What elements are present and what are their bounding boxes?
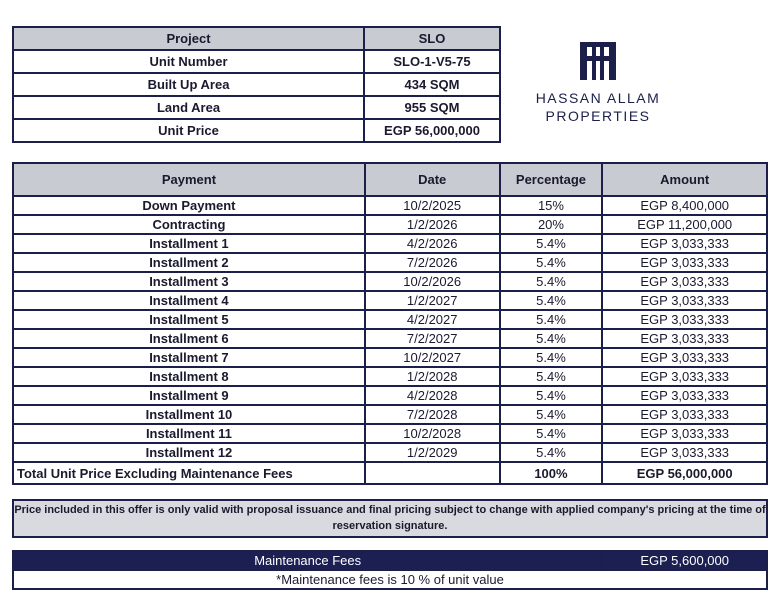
payment-percentage: 5.4%	[500, 329, 603, 348]
payment-name: Installment 9	[13, 386, 365, 405]
payment-amount: EGP 3,033,333	[602, 234, 767, 253]
project-info-header-row	[13, 27, 500, 50]
payment-amount: EGP 3,033,333	[602, 272, 767, 291]
payment-row	[13, 329, 767, 348]
payment-name: Installment 8	[13, 367, 365, 386]
payment-row	[13, 405, 767, 424]
payment-percentage: 5.4%	[500, 386, 603, 405]
project-value: SLO	[364, 27, 500, 50]
payment-row	[13, 310, 767, 329]
payment-row	[13, 253, 767, 272]
payment-amount: EGP 3,033,333	[602, 367, 767, 386]
payment-date: 1/2/2028	[365, 367, 500, 386]
payment-percentage: 5.4%	[500, 405, 603, 424]
payment-row	[13, 215, 767, 234]
payment-amount: EGP 3,033,333	[602, 405, 767, 424]
payment-date: 10/2/2027	[365, 348, 500, 367]
payment-date: 7/2/2027	[365, 329, 500, 348]
logo-text-line1: HASSAN ALLAM	[535, 90, 661, 106]
project-info-table	[12, 26, 501, 143]
total-percentage: 100%	[500, 462, 603, 484]
logo-text-line2: PROPERTIES	[545, 108, 651, 124]
payment-row	[13, 234, 767, 253]
payment-amount: EGP 11,200,000	[602, 215, 767, 234]
amount-column-header: Amount	[602, 163, 767, 196]
payment-percentage: 5.4%	[500, 424, 603, 443]
payment-amount: EGP 3,033,333	[602, 291, 767, 310]
payment-date: 4/2/2028	[365, 386, 500, 405]
payment-name: Installment 11	[13, 424, 365, 443]
payment-row	[13, 424, 767, 443]
maintenance-label: Maintenance Fees	[13, 551, 602, 570]
built-up-area-value: 434 SQM	[364, 73, 500, 96]
payment-schedule-table	[12, 162, 768, 485]
payment-row	[13, 272, 767, 291]
payment-name: Down Payment	[13, 196, 365, 215]
payment-percentage: 5.4%	[500, 367, 603, 386]
payment-column-header: Payment	[13, 163, 365, 196]
maintenance-row	[13, 551, 767, 570]
payment-name: Installment 5	[13, 310, 365, 329]
payment-row	[13, 196, 767, 215]
payment-amount: EGP 3,033,333	[602, 443, 767, 462]
built-up-area-label: Built Up Area	[13, 73, 364, 96]
land-area-value: 955 SQM	[364, 96, 500, 119]
percentage-column-header: Percentage	[500, 163, 603, 196]
payment-percentage: 5.4%	[500, 348, 603, 367]
payment-name: Installment 7	[13, 348, 365, 367]
payment-name: Installment 1	[13, 234, 365, 253]
payment-date: 7/2/2028	[365, 405, 500, 424]
payment-date: 1/2/2027	[365, 291, 500, 310]
payment-header-row	[13, 163, 767, 196]
company-logo	[528, 40, 668, 124]
payment-name: Installment 12	[13, 443, 365, 462]
payment-row	[13, 291, 767, 310]
payment-amount: EGP 3,033,333	[602, 310, 767, 329]
payment-name: Installment 2	[13, 253, 365, 272]
land-area-label: Land Area	[13, 96, 364, 119]
total-date	[365, 462, 500, 484]
payment-date: 10/2/2025	[365, 196, 500, 215]
payment-amount: EGP 8,400,000	[602, 196, 767, 215]
payment-row	[13, 443, 767, 462]
payment-percentage: 5.4%	[500, 291, 603, 310]
unit-price-value: EGP 56,000,000	[364, 119, 500, 142]
payment-amount: EGP 3,033,333	[602, 348, 767, 367]
project-info-row	[13, 50, 500, 73]
unit-number-value: SLO-1-V5-75	[364, 50, 500, 73]
payment-amount: EGP 3,033,333	[602, 386, 767, 405]
payment-name: Contracting	[13, 215, 365, 234]
payment-date: 1/2/2029	[365, 443, 500, 462]
payment-date: 4/2/2027	[365, 310, 500, 329]
payment-amount: EGP 3,033,333	[602, 253, 767, 272]
project-info-row	[13, 96, 500, 119]
payment-name: Installment 6	[13, 329, 365, 348]
payment-percentage: 5.4%	[500, 310, 603, 329]
maintenance-fees-table	[12, 550, 768, 590]
payment-row	[13, 386, 767, 405]
payment-row	[13, 367, 767, 386]
maintenance-amount: EGP 5,600,000	[602, 551, 767, 570]
payment-percentage: 5.4%	[500, 253, 603, 272]
payment-amount: EGP 3,033,333	[602, 424, 767, 443]
payment-percentage: 5.4%	[500, 234, 603, 253]
payment-percentage: 5.4%	[500, 443, 603, 462]
payment-percentage: 5.4%	[500, 272, 603, 291]
project-info-row	[13, 73, 500, 96]
payment-date: 4/2/2026	[365, 234, 500, 253]
total-label: Total Unit Price Excluding Maintenance Fees	[13, 462, 365, 484]
payment-amount: EGP 3,033,333	[602, 329, 767, 348]
maintenance-footnote: *Maintenance fees is 10 % of unit value	[13, 570, 767, 589]
payment-percentage: 15%	[500, 196, 603, 215]
maintenance-footnote-row	[13, 570, 767, 589]
payment-row	[13, 348, 767, 367]
total-amount: EGP 56,000,000	[602, 462, 767, 484]
ha-monogram-icon	[578, 40, 618, 82]
payment-name: Installment 4	[13, 291, 365, 310]
pricing-note: Price included in this offer is only valid with proposal issuance and final pricing subject to change with applied company's pricing at the time of reservation signature.	[12, 499, 768, 538]
payment-name: Installment 3	[13, 272, 365, 291]
project-info-row	[13, 119, 500, 142]
project-label: Project	[13, 27, 364, 50]
payment-date: 1/2/2026	[365, 215, 500, 234]
total-row	[13, 462, 767, 484]
payment-date: 10/2/2026	[365, 272, 500, 291]
payment-name: Installment 10	[13, 405, 365, 424]
date-column-header: Date	[365, 163, 500, 196]
unit-number-label: Unit Number	[13, 50, 364, 73]
unit-price-label: Unit Price	[13, 119, 364, 142]
payment-date: 7/2/2026	[365, 253, 500, 272]
payment-percentage: 20%	[500, 215, 603, 234]
payment-date: 10/2/2028	[365, 424, 500, 443]
